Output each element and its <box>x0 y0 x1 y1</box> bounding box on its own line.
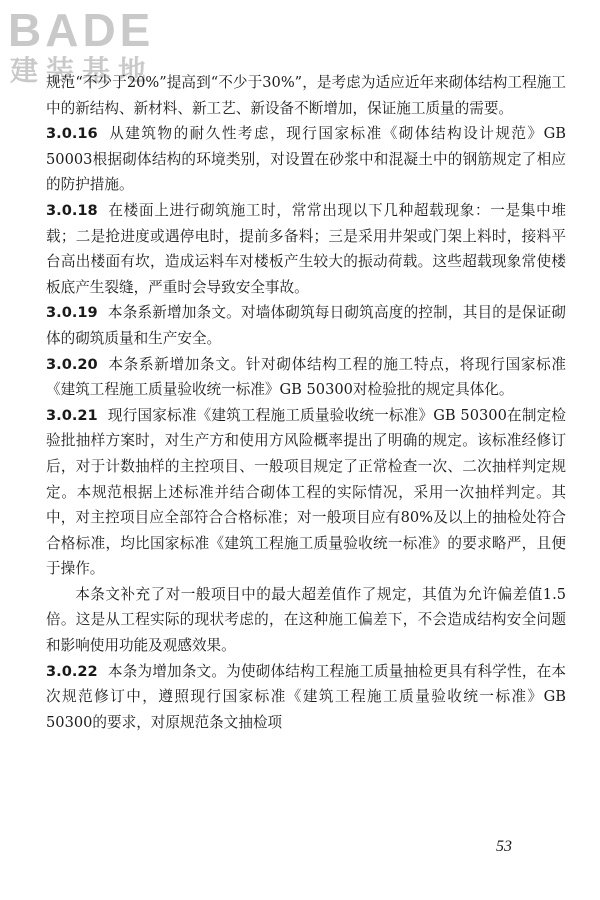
clause-paragraph <box>46 121 566 198</box>
watermark-chinese-text: 建装基地 <box>10 54 155 87</box>
document-body <box>46 70 566 735</box>
clause-number: 3.0.18 <box>46 201 98 219</box>
clause-number: 3.0.16 <box>46 125 98 143</box>
clause-paragraph <box>46 582 566 659</box>
clause-number: 3.0.19 <box>46 304 98 322</box>
clause-text: 本条为增加条文。为使砌体结构工程施工质量抽检更具有科学性，在本次规范修订中，遵照现行国家标准《建筑工程施工质量验收统一标准》GB 50300的要求，对原规范条文抽检项 <box>46 662 566 731</box>
clause-text: 在楼面上进行砌筑施工时，常常出现以下几种超载现象：一是集中堆载；二是抢进度或遇停电时，提前多备料；三是采用井架或门架上料时，接料平台高出楼面有坎，造成运料车对楼板产生较大的振动荷载。这些超载现象常使楼板底产生裂缝，严重时会导致安全事故。 <box>46 201 566 296</box>
clause-text: 本条系新增加条文。对墙体砌筑每日砌筑高度的控制，其目的是保证砌体的砌筑质量和生产安全。 <box>46 304 566 347</box>
clause-number: 3.0.20 <box>46 355 98 373</box>
clause-paragraph <box>46 352 566 403</box>
clause-text: 规范“不少于20%”提高到“不少于30%”，是考虑为适应近年来砌体结构工程施工中的新结构、新材料、新工艺、新设备不断增加，保证施工质量的需要。 <box>46 74 566 117</box>
page-number: 53 <box>496 838 512 855</box>
clause-text: 本条系新增加条文。针对砌体结构工程的施工特点，将现行国家标准《建筑工程施工质量验收统一标准》GB 50300对检验批的规定具体化。 <box>46 355 566 399</box>
clause-number: 3.0.21 <box>46 406 98 424</box>
clause-paragraph <box>46 198 566 300</box>
clause-number: 3.0.22 <box>46 662 98 680</box>
clause-paragraph <box>46 300 566 351</box>
clause-paragraph <box>46 403 566 582</box>
watermark-latin-text: BADE <box>8 4 155 56</box>
clause-paragraph <box>46 70 566 121</box>
clause-text: 本条文补充了对一般项目中的最大超差值作了规定，其值为允许偏差值1.5倍。这是从工程实际的现状考虑的，在这种施工偏差下，不会造成结构安全问题和影响使用功能及观感效果。 <box>46 585 566 655</box>
clause-text: 从建筑物的耐久性考虑，现行国家标准《砌体结构设计规范》GB 50003根据砌体结构的环境类别，对设置在砂浆中和混凝土中的钢筋规定了相应的防护措施。 <box>46 125 566 194</box>
clause-text: 现行国家标准《建筑工程施工质量验收统一标准》GB 50300在制定检验批抽样方案时，对生产方和使用方风险概率提出了明确的规定。该标准经修订后，对于计数抽样的主控项目、一般项目规定了正常检查一次、二次抽样判定规定。本规范根据上述标准并结合砌体工程的实际情况，采用一次抽样判定。其中，对主控项目应全部符合合格标准；对一般项目应有80%及以上的抽检处符合合格标准，均比国家标准《建筑工程施工质量验收统一标准》的要求略严，且便于操作。 <box>46 406 566 578</box>
clause-paragraph <box>46 659 566 736</box>
